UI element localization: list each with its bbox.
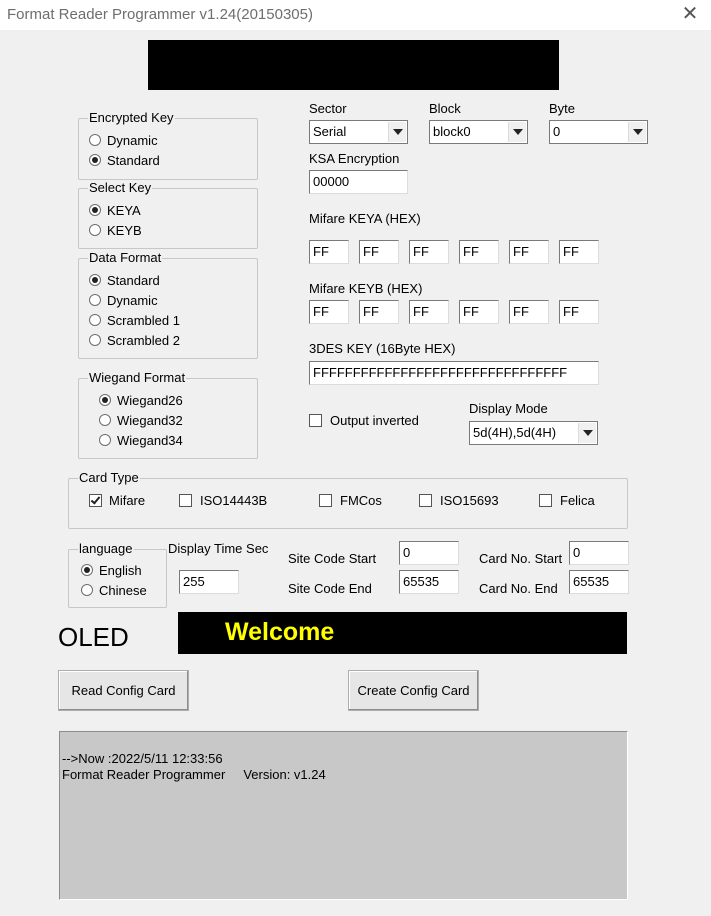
block-value: block0 [433,124,471,139]
data-format-scrambled2-radio[interactable]: Scrambled 2 [89,333,180,348]
radio-icon [99,434,111,446]
display-time-label: Display Time Sec [168,541,269,556]
keyb-label: Mifare KEYB (HEX) [309,281,423,296]
radio-icon [89,314,101,326]
sector-select[interactable] [309,120,408,144]
wiegand-format-legend: Wiegand Format [89,370,186,385]
radio-selected-icon [81,564,93,576]
read-config-card-button[interactable]: Read Config Card [58,670,189,711]
ksa-input[interactable]: 00000 [309,170,408,194]
log-output[interactable] [59,731,628,900]
checkbox-icon [309,414,322,427]
card-no-start-label: Card No. Start [479,551,563,566]
oled-label: OLED [58,622,129,652]
keyb-byte4-input[interactable]: FF [459,300,499,324]
window-title: Format Reader Programmer v1.24(20150305) [7,6,313,23]
keyb-byte5-input[interactable]: FF [509,300,549,324]
radio-selected-icon [89,204,101,216]
wiegand26-radio[interactable]: Wiegand26 [99,393,183,408]
radio-selected-icon [99,394,111,406]
display-mode-select[interactable] [469,421,598,445]
byte-select[interactable] [549,120,648,144]
card-type-legend: Card Type [79,470,139,485]
language-english-radio[interactable]: English [81,563,142,578]
keyb-byte3-input[interactable]: FF [409,300,449,324]
display-mode-value: 5d(4H),5d(4H) [473,425,557,440]
data-format-legend: Data Format [89,250,162,265]
block-select[interactable] [429,120,528,144]
keyb-byte1-input[interactable]: FF [309,300,349,324]
create-config-card-button[interactable]: Create Config Card [348,670,479,711]
card-type-felica-checkbox[interactable]: Felica [539,493,595,508]
card-type-iso14443b-checkbox[interactable]: ISO14443B [179,493,267,508]
log-line: -->Now :2022/5/11 12:33:56 [62,751,223,766]
data-format-dynamic-radio[interactable]: Dynamic [89,293,158,308]
chevron-down-icon [508,122,526,142]
select-key-legend: Select Key [89,180,152,195]
encrypted-key-legend: Encrypted Key [89,110,174,125]
site-code-start-input[interactable]: 0 [399,541,459,565]
oled-text: Welcome [225,618,335,646]
close-button[interactable]: ✕ [681,3,699,25]
select-key-keya-radio[interactable]: KEYA [89,203,141,218]
card-type-iso15693-checkbox[interactable]: ISO15693 [419,493,499,508]
banner-panel [148,40,559,90]
display-mode-label: Display Mode [469,401,548,416]
keyb-byte2-input[interactable]: FF [359,300,399,324]
radio-selected-icon [89,274,101,286]
site-code-end-label: Site Code End [288,581,372,596]
keya-byte2-input[interactable]: FF [359,240,399,264]
byte-value: 0 [553,124,561,139]
card-type-fmcos-checkbox[interactable]: FMCos [319,493,382,508]
oled-display [178,612,627,654]
radio-icon [89,134,101,146]
keyb-byte6-input[interactable]: FF [559,300,599,324]
radio-icon [99,414,111,426]
encrypted-key-dynamic-radio[interactable]: Dynamic [89,133,158,148]
radio-icon [89,294,101,306]
chevron-down-icon [628,122,646,142]
data-format-standard-radio[interactable]: Standard [89,273,160,288]
site-code-start-label: Site Code Start [288,551,377,566]
block-label: Block [429,101,461,116]
card-no-end-input[interactable]: 65535 [569,570,629,594]
ksa-label: KSA Encryption [309,151,400,166]
keya-byte3-input[interactable]: FF [409,240,449,264]
radio-icon [89,224,101,236]
byte-label: Byte [549,101,576,116]
des3-key-input[interactable]: FFFFFFFFFFFFFFFFFFFFFFFFFFFFFFFF [309,361,599,385]
checkbox-icon [319,494,332,507]
sector-value: Serial [313,124,347,139]
output-inverted-checkbox[interactable]: Output inverted [309,413,419,428]
encrypted-key-standard-radio[interactable]: Standard [89,153,160,168]
checkbox-icon [419,494,432,507]
language-legend: language [79,541,133,556]
wiegand34-radio[interactable]: Wiegand34 [99,433,183,448]
keya-byte1-input[interactable]: FF [309,240,349,264]
log-line: Format Reader Programmer Version: v1.24 [62,767,326,782]
site-code-end-input[interactable]: 65535 [399,570,459,594]
card-no-start-input[interactable]: 0 [569,541,629,565]
keya-byte4-input[interactable]: FF [459,240,499,264]
checkbox-icon [179,494,192,507]
keya-byte5-input[interactable]: FF [509,240,549,264]
radio-icon [81,584,93,596]
card-type-mifare-checkbox[interactable]: Mifare [89,493,145,508]
chevron-down-icon [388,122,406,142]
wiegand32-radio[interactable]: Wiegand32 [99,413,183,428]
sector-label: Sector [309,101,347,116]
radio-icon [89,334,101,346]
card-no-end-label: Card No. End [479,581,558,596]
checkbox-icon [539,494,552,507]
language-chinese-radio[interactable]: Chinese [81,583,147,598]
des3-label: 3DES KEY (16Byte HEX) [309,341,456,356]
chevron-down-icon [578,423,596,443]
keya-byte6-input[interactable]: FF [559,240,599,264]
keya-label: Mifare KEYA (HEX) [309,211,421,226]
select-key-keyb-radio[interactable]: KEYB [89,223,142,238]
data-format-scrambled1-radio[interactable]: Scrambled 1 [89,313,180,328]
display-time-input[interactable]: 255 [179,570,239,594]
radio-selected-icon [89,154,101,166]
checkbox-checked-icon [89,494,102,507]
